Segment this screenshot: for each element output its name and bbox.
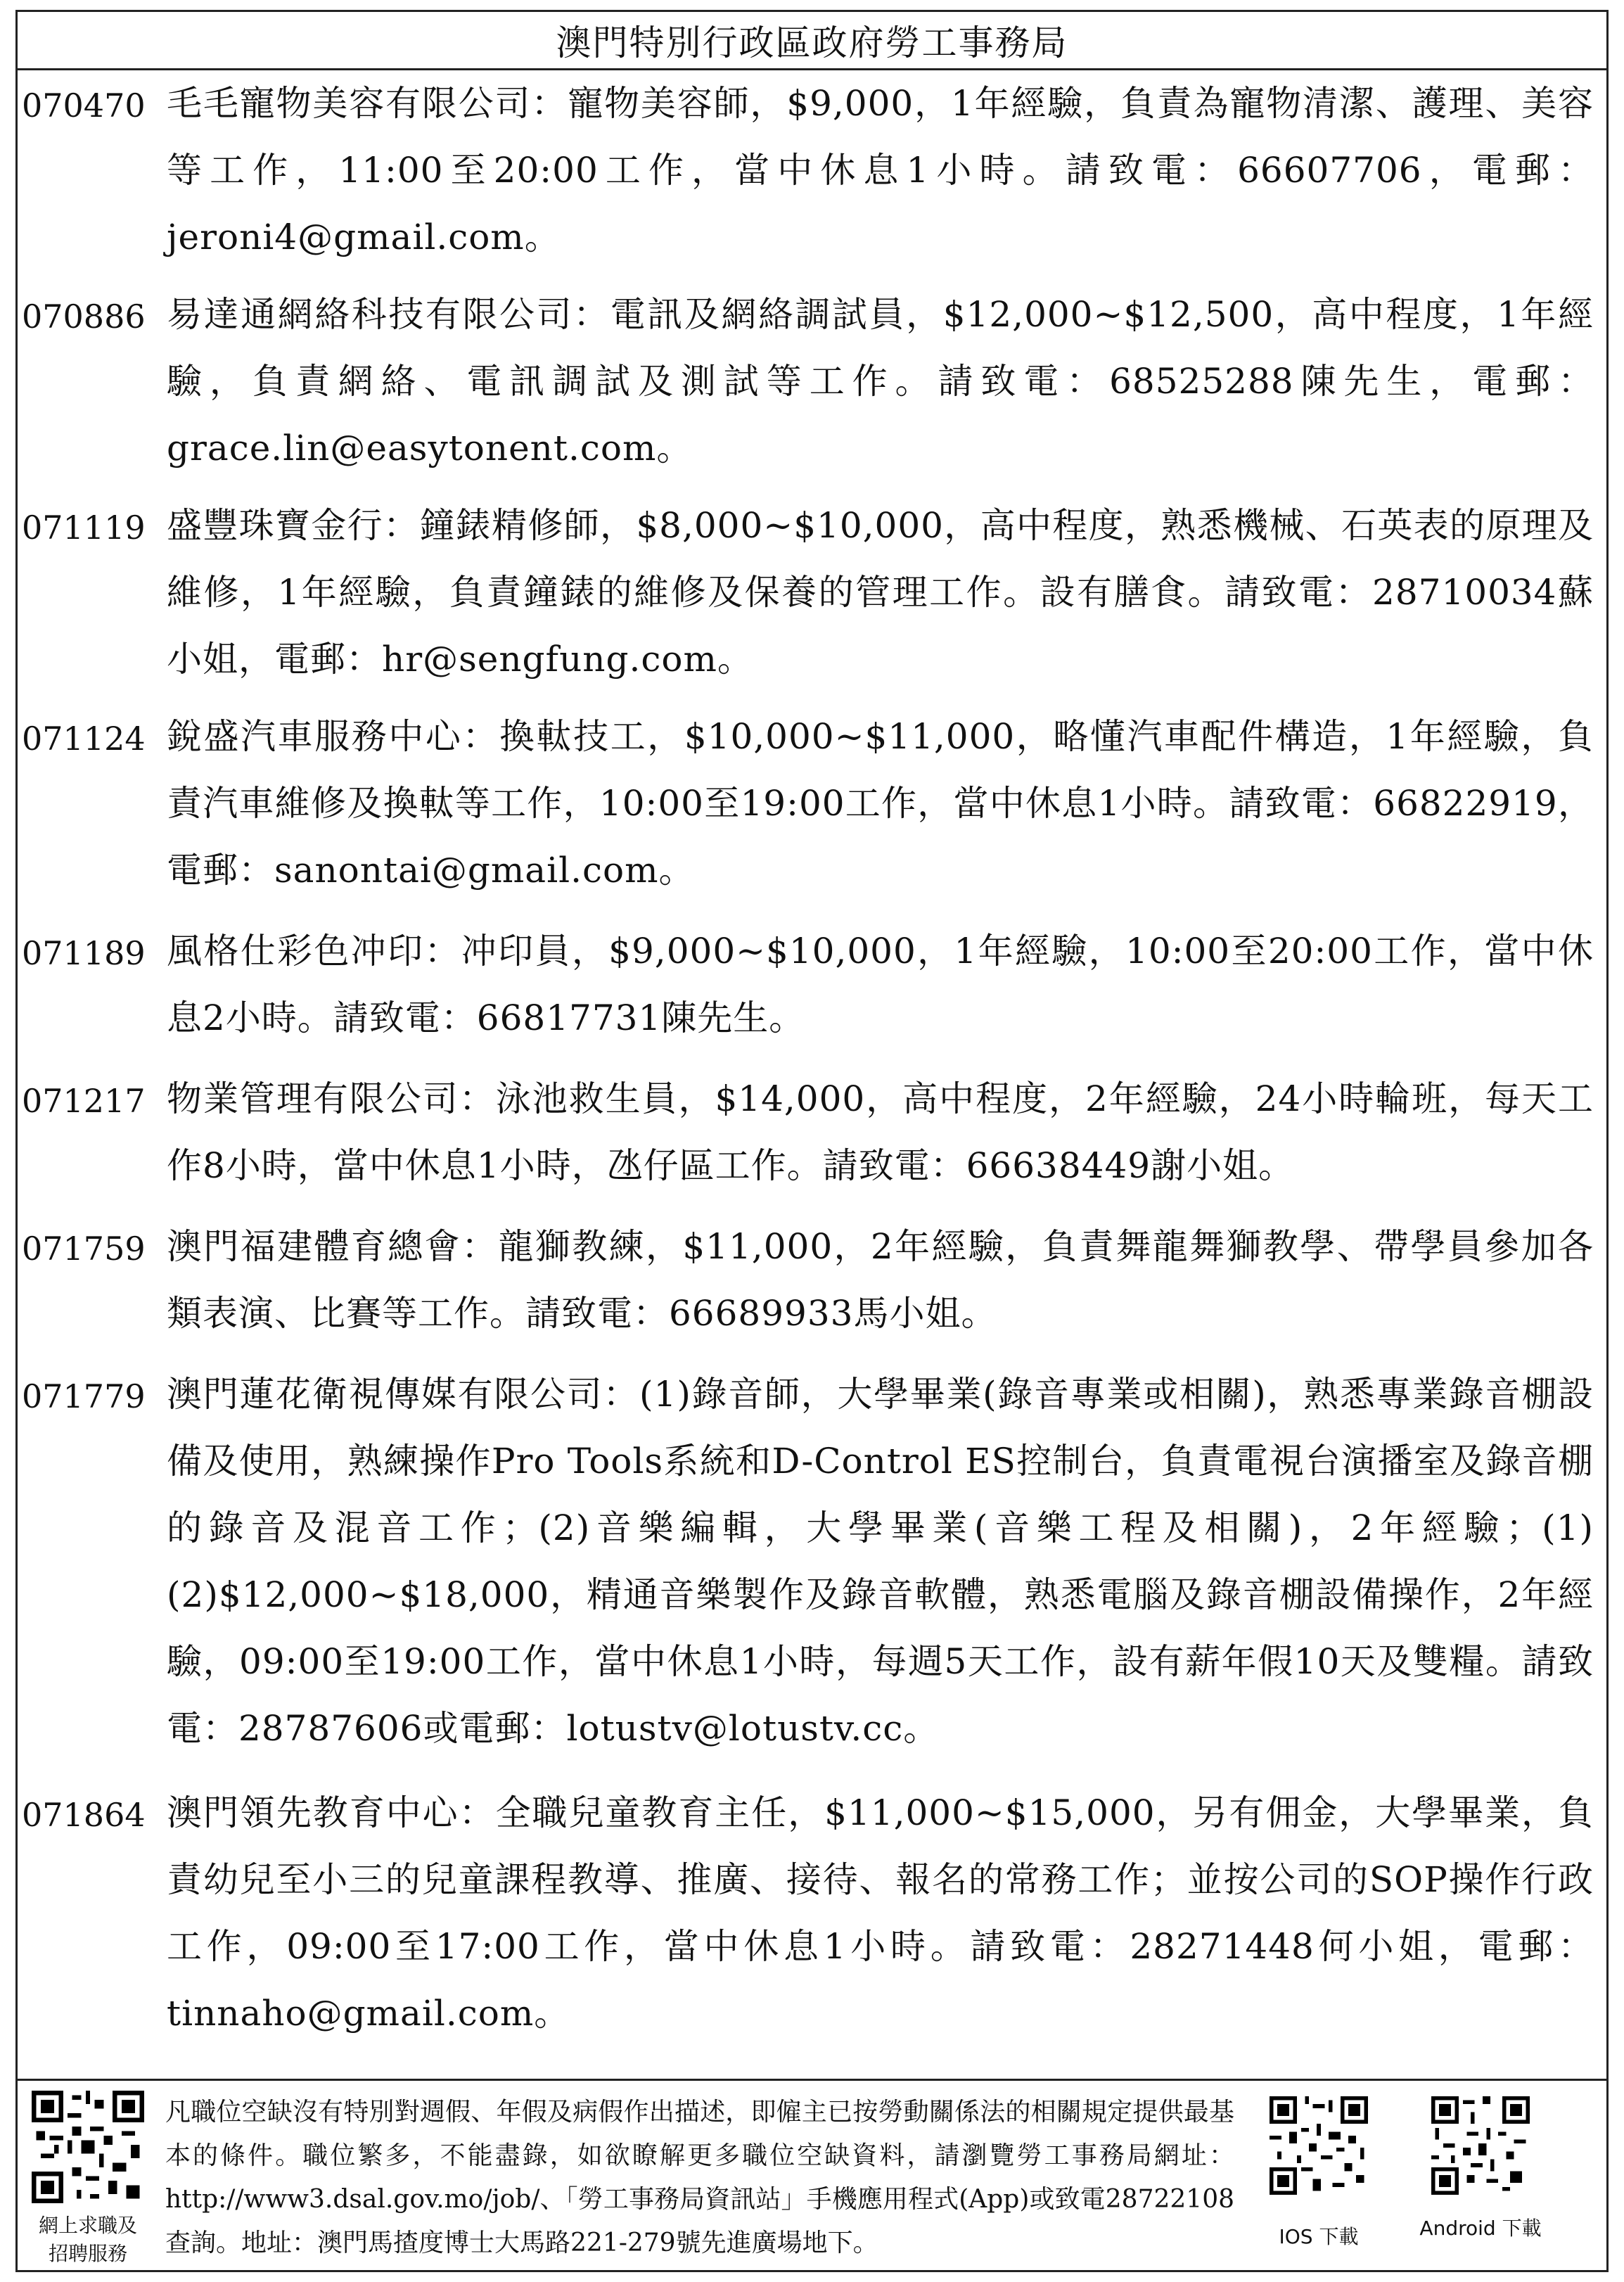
listing-text: 易達通網絡科技有限公司：電訊及網絡調試員，$12,000~$12,500，高中程度，1年經驗，負責網絡、電訊調試及測試等工作。請致電：68525288陳先生，電郵：grace.lin@easytonent.com。 — [167, 294, 1594, 468]
listing-text: 澳門蓮花衛視傳媒有限公司：(1)錄音師，大學畢業(錄音專業或相關)，熟悉專業錄音棚設備及使用，熟練操作Pro Tools系統和D-Control ES控制台，負責電視台演播室及錄音棚的錄音及混音工作；(2)音樂編輯，大學畢業(音樂工程及相關)，2年經驗；(1)(2)$12,000~$18,000，精通音樂製作及錄音軟體，熟悉電腦及錄音棚設備操作，2年經驗，09:00至19:00工作，當中休息1小時，每週5天工作，設有薪年假10天及雙糧。請致電：28787606或電郵：lotustv@lotustv.cc。 — [167, 1374, 1594, 1749]
listing-text: 物業管理有限公司：泳池救生員，$14,000，高中程度，2年經驗，24小時輪班，每天工作8小時，當中休息1小時，氹仔區工作。請致電：66638449謝小姐。 — [167, 1078, 1594, 1186]
listing-text: 澳門領先教育中心：全職兒童教育主任，$11,000~$15,000，另有佣金，大學畢業，負責幼兒至小三的兒童課程教導、推廣、接待、報名的常務工作；並按公司的SOP操作行政工作，09:00至17:00工作，當中休息1小時。請致電：28271448何小姐，電郵：tinnaho@gmail.com。 — [167, 1792, 1594, 2034]
qr-left-caption — [25, 2212, 151, 2268]
listing-code: 071189 — [22, 934, 146, 972]
listing-code: 070886 — [22, 298, 146, 336]
footer — [18, 2079, 1606, 2274]
listing-code: 071864 — [22, 1796, 146, 1834]
listing-code: 071779 — [22, 1377, 146, 1415]
listing-text: 風格仕彩色冲印：冲印員，$9,000~$10,000，1年經驗，10:00至20:00工作，當中休息2小時。請致電：66817731陳先生。 — [167, 931, 1594, 1038]
qr-left-caption-line1: 網上求職及 — [38, 2214, 137, 2237]
footer-notice: 凡職位空缺沒有特別對週假、年假及病假作出描述，即僱主已按勞動關係法的相關規定提供最基本的條件。職位繁多，不能盡錄，如欲瞭解更多職位空缺資料，請瀏覽勞工事務局網址：http://www3.dsal.gov.mo/job/、「勞工事務局資訊站」手機應用程式(App)或致電28722108查詢。地址：澳門馬揸度博士大馬路221-279號先進廣場地下。 — [165, 2098, 1234, 2257]
listing-code: 071759 — [22, 1230, 146, 1268]
listing-code: 071217 — [22, 1082, 146, 1120]
listing-text: 毛毛寵物美容有限公司：寵物美容師，$9,000，1年經驗，負責為寵物清潔、護理、美容等工作，11:00至20:00工作，當中休息1小時。請致電：66607706，電郵：jeroni4@gmail.com。 — [167, 83, 1594, 257]
listing-text: 銳盛汽車服務中心：換軚技工，$10,000~$11,000，略懂汽車配件構造，1年經驗，負責汽車維修及換軚等工作，10:00至19:00工作，當中休息1小時。請致電：66822919，電郵：sanontai@gmail.com。 — [167, 716, 1594, 891]
qr-code-icon[interactable] — [32, 2091, 144, 2203]
job-listings — [18, 70, 1606, 2079]
listing-text: 澳門福建體育總會：龍獅教練，$11,000，2年經驗，負責舞龍舞獅教學、帶學員參加各類表演、比賽等工作。請致電：66689933馬小姐。 — [167, 1226, 1594, 1334]
document-frame — [15, 10, 1609, 2272]
listing-code: 071119 — [22, 509, 146, 547]
listing-code: 070470 — [22, 87, 146, 125]
qr-ios-caption: IOS 下載 — [1279, 2225, 1359, 2248]
qr-android-icon[interactable] — [1431, 2096, 1530, 2195]
qr-left-caption-line2: 招聘服務 — [48, 2242, 127, 2265]
listing-code: 071124 — [22, 720, 146, 758]
qr-android-caption: Android 下載 — [1419, 2217, 1542, 2240]
page-title: 澳門特別行政區政府勞工事務局 — [18, 12, 1606, 70]
listing-text: 盛豐珠寶金行：鐘錶精修師，$8,000~$10,000，高中程度，熟悉機械、石英表的原理及維修，1年經驗，負責鐘錶的維修及保養的管理工作。設有膳食。請致電：28710034蘇小姐，電郵：hr@sengfung.com。 — [167, 505, 1594, 680]
qr-ios-icon[interactable] — [1270, 2096, 1368, 2195]
